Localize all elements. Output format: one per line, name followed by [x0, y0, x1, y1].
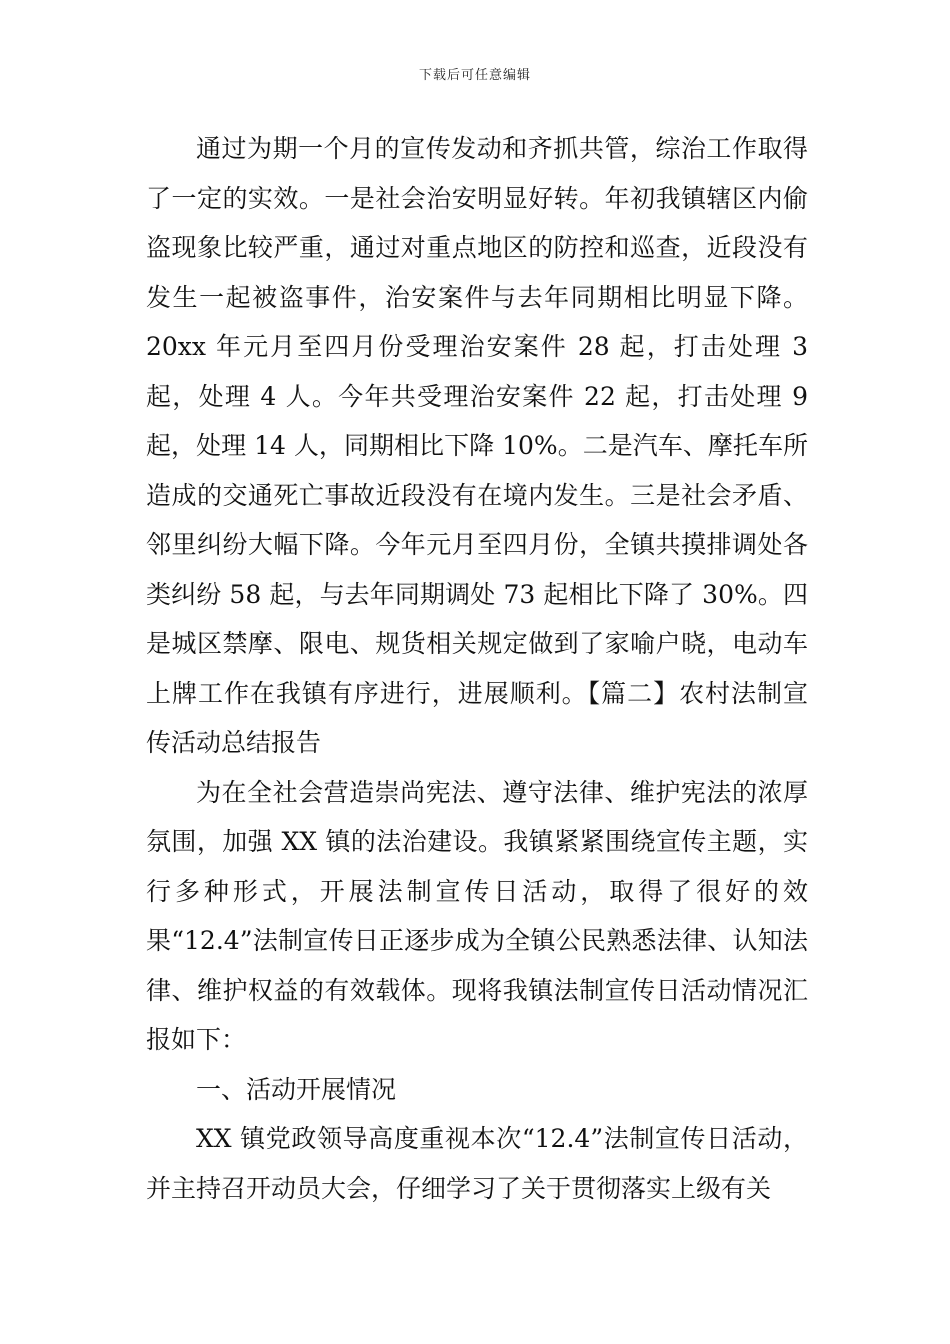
paragraph-intro: 为在全社会营造崇尚宪法、遵守法律、维护宪法的浓厚氛围，加强 XX 镇的法治建设。我镇紧紧围绕宣传主题，实行多种形式，开展法制宣传日活动，取得了很好的效果“12.4”法制宣传日正逐步成为全镇公民熟悉法律、认知法律、维护权益的有效载体。现将我镇法制宣传日活动情况汇报如下： [146, 777, 808, 1054]
section-heading: 一、活动开展情况 [196, 1074, 397, 1104]
page-header: 下载后可任意编辑 [418, 68, 531, 83]
document-body [146, 124, 808, 1213]
paragraph-results: 通过为期一个月的宣传发动和齐抓共管，综治工作取得了一定的实效。一是社会治安明显好转。年初我镇辖区内偷盗现象比较严重，通过对重点地区的防控和巡查，近段没有发生一起被盗事件，治安案件与去年同期相比明显下降。20xx 年元月至四月份受理治安案件 28 起，打击处理 3 起，处理 4 人。今年共受理治安案件 22 起，打击处理 9 起，处理 14 人，同期相比下降 10%。二是汽车、摩托车所造成的交通死亡事故近段没有在境内发生。三是社会矛盾、邻里纠纷大幅下降。今年元月至四月份，全镇共摸排调处各类纠纷 58 起，与去年同期调处 73 起相比下降了 30%。四是城区禁摩、限电、规货相关规定做到了家喻户晓，电动车上牌工作在我镇有序进行，进展顺利。【篇二】农村法制宣传活动总结报告 [146, 134, 808, 757]
paragraph-activity: XX 镇党政领导高度重视本次“12.4”法制宣传日活动，并主持召开动员大会，仔细学习了关于贯彻落实上级有关 [146, 1124, 808, 1203]
